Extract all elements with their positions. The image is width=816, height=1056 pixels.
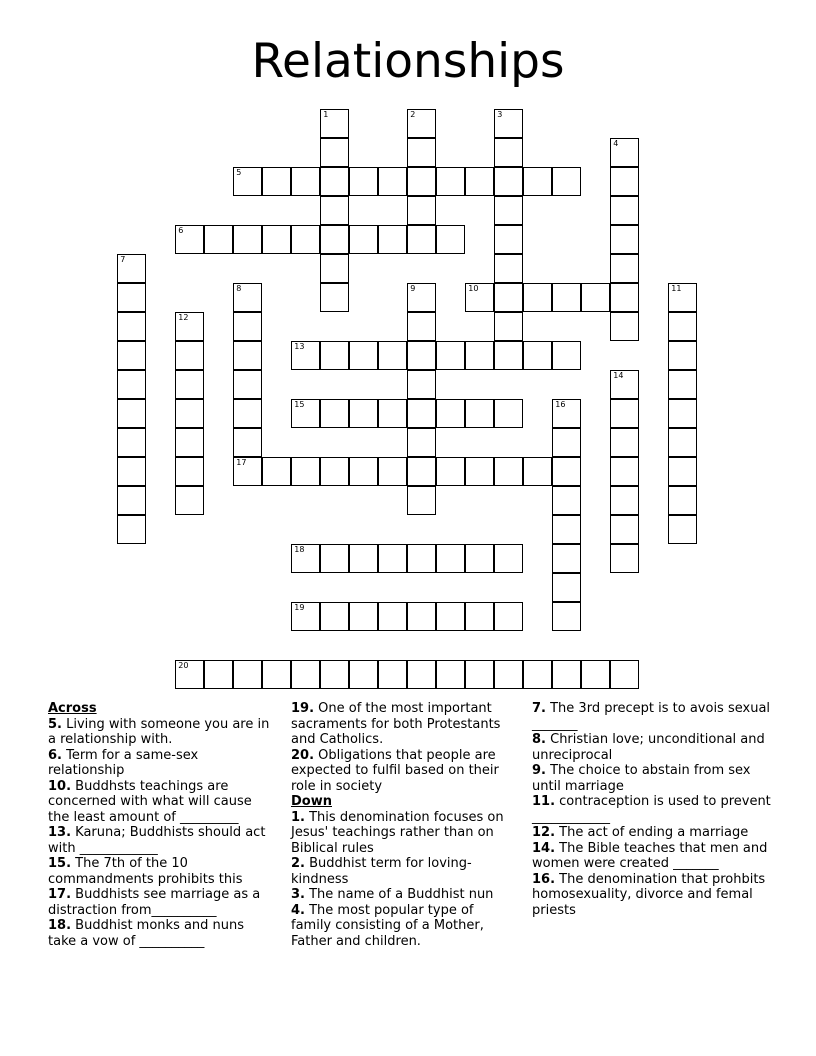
grid-cell[interactable]: [581, 283, 610, 312]
grid-cell[interactable]: [349, 457, 378, 486]
grid-cell[interactable]: [668, 283, 697, 312]
grid-cell[interactable]: [407, 660, 436, 689]
grid-cell[interactable]: [233, 457, 262, 486]
clue: 14. The Bible teaches that men and women were created _______: [532, 840, 768, 871]
grid-cell[interactable]: [552, 167, 581, 196]
grid-cell[interactable]: [117, 515, 146, 544]
grid-cell[interactable]: [465, 660, 494, 689]
grid-cell[interactable]: [175, 486, 204, 515]
grid-cell[interactable]: [668, 457, 697, 486]
clue: 16. The denomination that prohbits homosexuality, divorce and femal priests: [532, 871, 766, 918]
grid-cell[interactable]: [610, 370, 639, 399]
clue-number-label: 10.: [48, 778, 72, 794]
grid-cell[interactable]: [175, 341, 204, 370]
grid-cell[interactable]: [465, 544, 494, 573]
grid-cell[interactable]: [320, 196, 349, 225]
grid-cell[interactable]: [233, 370, 262, 399]
grid-cell[interactable]: [668, 428, 697, 457]
grid-cell[interactable]: [175, 399, 204, 428]
grid-cell[interactable]: [262, 225, 291, 254]
grid-cell[interactable]: [320, 254, 349, 283]
grid-cell[interactable]: [436, 602, 465, 631]
grid-cell[interactable]: [523, 660, 552, 689]
grid-cell[interactable]: [668, 399, 697, 428]
grid-cell[interactable]: [407, 602, 436, 631]
grid-cell[interactable]: [610, 167, 639, 196]
grid-cell[interactable]: [233, 283, 262, 312]
clue: 17. Buddhists see marriage as a distraction from__________: [48, 887, 261, 918]
clue-number: 1: [323, 110, 329, 120]
clues-column-1: [48, 701, 273, 949]
clue-number: 7: [120, 255, 126, 265]
grid-cell[interactable]: [523, 457, 552, 486]
grid-cell[interactable]: [320, 399, 349, 428]
grid-cell[interactable]: [233, 399, 262, 428]
clue: 19. One of the most important sacraments for both Protestants and Catholics.: [291, 701, 501, 747]
grid-cell[interactable]: [407, 457, 436, 486]
grid-cell[interactable]: [668, 486, 697, 515]
grid-cell[interactable]: [407, 196, 436, 225]
grid-cell[interactable]: [552, 399, 581, 428]
grid-cell[interactable]: [610, 660, 639, 689]
clue-number-label: 5.: [48, 716, 62, 732]
grid-cell[interactable]: [523, 341, 552, 370]
grid-cell[interactable]: [349, 341, 378, 370]
grid-cell[interactable]: [233, 312, 262, 341]
grid-cell[interactable]: [233, 341, 262, 370]
grid-cell[interactable]: [494, 225, 523, 254]
across-clue-list-continued: [291, 701, 516, 794]
grid-cell[interactable]: [668, 312, 697, 341]
grid-cell[interactable]: [494, 283, 523, 312]
clue: 9. The choice to abstain from sex until marriage: [532, 763, 751, 794]
grid-cell[interactable]: [291, 602, 320, 631]
grid-cell[interactable]: [465, 167, 494, 196]
grid-cell[interactable]: [320, 602, 349, 631]
grid-cell[interactable]: [378, 225, 407, 254]
clue-number: 15: [294, 400, 305, 410]
grid-cell[interactable]: [349, 225, 378, 254]
across-heading: Across: [48, 701, 97, 716]
grid-cell[interactable]: [407, 225, 436, 254]
grid-cell[interactable]: [175, 457, 204, 486]
grid-cell[interactable]: [320, 660, 349, 689]
clue-number-label: 6.: [48, 747, 62, 763]
clue: 6. Term for a same-sex relationship: [48, 747, 199, 778]
clue-number: 2: [410, 110, 416, 120]
clue-number: 6: [178, 226, 184, 236]
grid-cell[interactable]: [291, 660, 320, 689]
grid-cell[interactable]: [494, 660, 523, 689]
grid-cell[interactable]: [552, 341, 581, 370]
grid-cell[interactable]: [204, 225, 233, 254]
grid-cell[interactable]: [117, 312, 146, 341]
clue: 3. The name of a Buddhist nun: [291, 887, 494, 902]
clue: 8. Christian love; unconditional and unreciprocal: [532, 732, 765, 763]
grid-cell[interactable]: [610, 254, 639, 283]
grid-cell[interactable]: [407, 370, 436, 399]
grid-cell[interactable]: [581, 660, 610, 689]
grid-cell[interactable]: [320, 341, 349, 370]
grid-cell[interactable]: [320, 225, 349, 254]
clue-number-label: 11.: [532, 794, 556, 809]
grid-cell[interactable]: [407, 428, 436, 457]
grid-cell[interactable]: [436, 457, 465, 486]
grid-cell[interactable]: [552, 573, 581, 602]
grid-cell[interactable]: [291, 167, 320, 196]
clue: 20. Obligations that people are expected to fulfil based on their role in society: [291, 747, 499, 794]
grid-cell[interactable]: [349, 399, 378, 428]
grid-cell[interactable]: [552, 515, 581, 544]
clue-number-label: 17.: [48, 887, 72, 902]
grid-cell[interactable]: [668, 370, 697, 399]
grid-cell[interactable]: [117, 399, 146, 428]
clue-number: 8: [236, 284, 242, 294]
clue-number-label: 4.: [291, 902, 305, 918]
grid-cell[interactable]: [320, 544, 349, 573]
grid-cell[interactable]: [610, 544, 639, 573]
grid-cell[interactable]: [407, 283, 436, 312]
down-clue-list-continued: [532, 701, 772, 918]
grid-cell[interactable]: [378, 660, 407, 689]
clue-number-label: 13.: [48, 825, 72, 840]
grid-cell[interactable]: [117, 486, 146, 515]
grid-cell[interactable]: [407, 138, 436, 167]
grid-cell[interactable]: [407, 312, 436, 341]
grid-cell[interactable]: [117, 283, 146, 312]
grid-cell[interactable]: [465, 602, 494, 631]
clues-column-2: [291, 701, 516, 949]
grid-cell[interactable]: [465, 283, 494, 312]
grid-cell[interactable]: [291, 544, 320, 573]
grid-cell[interactable]: [436, 225, 465, 254]
grid-cell[interactable]: [552, 283, 581, 312]
grid-cell[interactable]: [610, 283, 639, 312]
clue-number: 9: [410, 284, 416, 294]
clue-number: 4: [613, 139, 619, 149]
grid-cell[interactable]: [668, 515, 697, 544]
grid-cell[interactable]: [407, 167, 436, 196]
grid-cell[interactable]: [494, 312, 523, 341]
clue-number-label: 8.: [532, 732, 546, 747]
grid-cell[interactable]: [610, 312, 639, 341]
grid-cell[interactable]: [378, 167, 407, 196]
grid-cell[interactable]: [175, 660, 204, 689]
grid-cell[interactable]: [436, 399, 465, 428]
puzzle-title: Relationships: [251, 34, 565, 89]
clue-number: 17: [236, 458, 247, 468]
clue-number: 10: [468, 284, 479, 294]
grid-cell[interactable]: [378, 602, 407, 631]
clue-number-label: 16.: [532, 871, 556, 887]
grid-cell[interactable]: [552, 457, 581, 486]
clue-number-label: 2.: [291, 856, 305, 871]
grid-cell[interactable]: [204, 660, 233, 689]
down-heading: Down: [291, 794, 332, 809]
clue-number-label: 18.: [48, 918, 72, 933]
clue-number-label: 12.: [532, 825, 556, 840]
grid-cell[interactable]: [378, 457, 407, 486]
clue: 7. The 3rd precept is to avois sexual _______: [532, 701, 771, 732]
grid-cell[interactable]: [262, 167, 291, 196]
grid-cell[interactable]: [407, 486, 436, 515]
grid-cell[interactable]: [552, 602, 581, 631]
clue: 10. Buddhsts teachings are concerned with what will cause the least amount of _________: [48, 778, 252, 825]
grid-cell[interactable]: [436, 341, 465, 370]
grid-cell[interactable]: [610, 428, 639, 457]
grid-cell[interactable]: [378, 341, 407, 370]
clue: 12. The act of ending a marriage: [532, 825, 749, 840]
clue-number: 11: [671, 284, 682, 294]
grid-cell[interactable]: [320, 167, 349, 196]
grid-cell[interactable]: [407, 341, 436, 370]
grid-cell[interactable]: [465, 457, 494, 486]
grid-cell[interactable]: [233, 428, 262, 457]
clue-number-label: 19.: [291, 701, 315, 716]
clue: 2. Buddhist term for loving-kindness: [291, 856, 472, 887]
clue-number-label: 14.: [532, 840, 556, 856]
clue-number: 20: [178, 661, 189, 671]
grid-cell[interactable]: [175, 428, 204, 457]
clue-number: 12: [178, 313, 189, 323]
clue: 5. Living with someone you are in a relationship with.: [48, 716, 270, 747]
grid-cell[interactable]: [494, 254, 523, 283]
grid-cell[interactable]: [291, 457, 320, 486]
grid-cell[interactable]: [494, 544, 523, 573]
clue-number-label: 15.: [48, 856, 72, 871]
grid-cell[interactable]: [291, 341, 320, 370]
clue-number-label: 7.: [532, 701, 546, 716]
grid-cell[interactable]: [117, 370, 146, 399]
across-clue-list: [48, 717, 273, 950]
clue-number: 13: [294, 342, 305, 352]
clue-number: 3: [497, 110, 503, 120]
clue: 4. The most popular type of family consisting of a Mother, Father and children.: [291, 902, 484, 949]
grid-cell[interactable]: [407, 399, 436, 428]
grid-cell[interactable]: [494, 196, 523, 225]
grid-cell[interactable]: [117, 457, 146, 486]
grid-cell[interactable]: [436, 167, 465, 196]
grid-cell[interactable]: [233, 660, 262, 689]
grid-cell[interactable]: [349, 660, 378, 689]
clue-number: 14: [613, 371, 624, 381]
grid-cell[interactable]: [523, 167, 552, 196]
grid-cell[interactable]: [349, 167, 378, 196]
grid-cell[interactable]: [117, 254, 146, 283]
grid-cell[interactable]: [378, 399, 407, 428]
grid-cell[interactable]: [552, 486, 581, 515]
grid-cell[interactable]: [117, 428, 146, 457]
grid-cell[interactable]: [610, 225, 639, 254]
grid-cell[interactable]: [175, 370, 204, 399]
grid-cell[interactable]: [610, 196, 639, 225]
grid-cell[interactable]: [552, 660, 581, 689]
grid-cell[interactable]: [610, 515, 639, 544]
clue-number-label: 3.: [291, 887, 305, 902]
grid-cell[interactable]: [175, 312, 204, 341]
grid-cell[interactable]: [320, 138, 349, 167]
grid-cell[interactable]: [494, 457, 523, 486]
grid-cell[interactable]: [291, 399, 320, 428]
grid-cell[interactable]: [465, 341, 494, 370]
grid-cell[interactable]: [436, 544, 465, 573]
grid-cell[interactable]: [523, 283, 552, 312]
clue: 1. This denomination focuses on Jesus' teachings rather than on Biblical rules: [291, 809, 504, 856]
grid-cell[interactable]: [552, 428, 581, 457]
grid-cell[interactable]: [494, 109, 523, 138]
clue-number: 5: [236, 168, 242, 178]
grid-cell[interactable]: [320, 283, 349, 312]
clue: 15. The 7th of the 10 commandments prohibits this: [48, 856, 243, 887]
clue-number-label: 20.: [291, 747, 315, 763]
grid-cell[interactable]: [262, 457, 291, 486]
grid-cell[interactable]: [233, 225, 262, 254]
grid-cell[interactable]: [378, 544, 407, 573]
down-clue-list: [291, 810, 516, 950]
grid-cell[interactable]: [494, 341, 523, 370]
clue-number: 19: [294, 603, 305, 613]
grid-cell[interactable]: [494, 602, 523, 631]
grid-cell[interactable]: [262, 660, 291, 689]
clue-number-label: 1.: [291, 809, 305, 825]
grid-cell[interactable]: [494, 138, 523, 167]
grid-cell[interactable]: [436, 660, 465, 689]
clue-number-label: 9.: [532, 763, 546, 778]
clue-number: 16: [555, 400, 566, 410]
clue: 13. Karuna; Buddhists should act with ____________: [48, 825, 266, 856]
grid-cell[interactable]: [320, 109, 349, 138]
grid-cell[interactable]: [407, 544, 436, 573]
grid-cell[interactable]: [610, 486, 639, 515]
grid-cell[interactable]: [465, 399, 494, 428]
grid-cell[interactable]: [552, 544, 581, 573]
grid-cell[interactable]: [117, 341, 146, 370]
grid-cell[interactable]: [407, 109, 436, 138]
grid-cell[interactable]: [494, 399, 523, 428]
grid-cell[interactable]: [233, 167, 262, 196]
clues-column-3: [532, 701, 772, 918]
grid-cell[interactable]: [291, 225, 320, 254]
grid-cell[interactable]: [349, 544, 378, 573]
clue-number: 18: [294, 545, 305, 555]
grid-cell[interactable]: [320, 457, 349, 486]
grid-cell[interactable]: [494, 167, 523, 196]
clue: 11. contraception is used to prevent ____________: [532, 794, 771, 825]
grid-cell[interactable]: [610, 457, 639, 486]
grid-cell[interactable]: [610, 138, 639, 167]
grid-cell[interactable]: [610, 399, 639, 428]
grid-cell[interactable]: [349, 602, 378, 631]
grid-cell[interactable]: [175, 225, 204, 254]
clue: 18. Buddhist monks and nuns take a vow of __________: [48, 918, 245, 949]
grid-cell[interactable]: [668, 341, 697, 370]
